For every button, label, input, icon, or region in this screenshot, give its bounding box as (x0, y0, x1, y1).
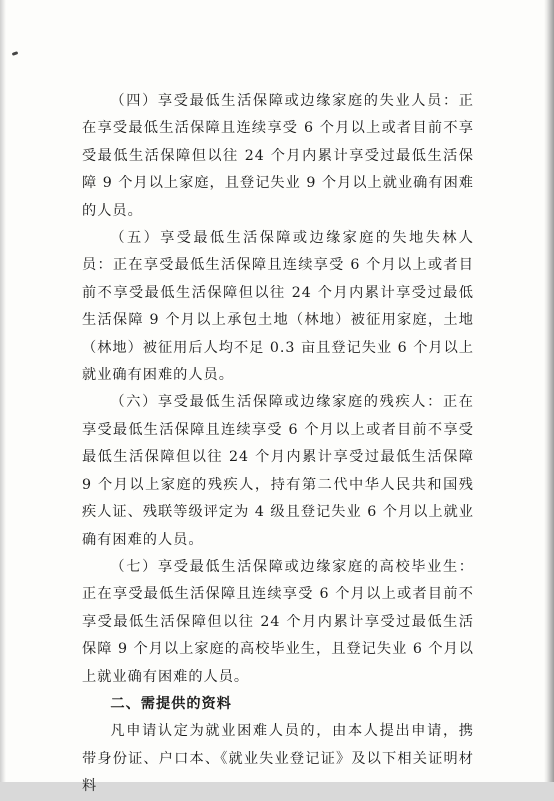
scan-edge-right (544, 0, 554, 782)
scan-speck (12, 51, 19, 56)
document-body (82, 88, 474, 801)
paragraph-requirements: 凡申请认定为就业困难人员的，由本人提出申请，携带身份证、户口本、《就业失业登记证》及以下相关证明材料 (82, 723, 474, 795)
paragraph-item-6: （六）享受最低生活保障或边缘家庭的残疾人：正在享受最低生活保障且连续享受 6 个月以上或者目前不享受最低生活保障但以往 24 个月内累计享受过最低生活保障 9 个月以上家庭的残疾人，持有第二代中华人民共和国残疾人证、残联等级评定为 4 级且登记失业 6 个月以上就业确有困难的人员。 (82, 394, 474, 548)
paragraph-item-5: （五）享受最低生活保障或边缘家庭的失地失林人员：正在享受最低生活保障且连续享受 6 个月以上或者目前不享受最低生活保障但以往 24 个月内累计享受过最低生活保障 9 个月以上承包土地（林地）被征用家庭，土地（林地）被征用后人均不足 0.3 亩且登记失业 6 个月以上就业确有困难的人员。 (82, 230, 474, 384)
scan-edge-left (0, 0, 6, 782)
paragraph-item-7: （七）享受最低生活保障或边缘家庭的高校毕业生：正在享受最低生活保障且连续享受 6 个月以上或者目前不享受最低生活保障但以往 24 个月内累计享受过最低生活保障 9 个月以上家庭的高校毕业生，且登记失业 6 个月以上就业确有困难的人员。 (82, 558, 474, 685)
paragraph-item-4: （四）享受最低生活保障或边缘家庭的失业人员：正在享受最低生活保障且连续享受 6 个月以上或者目前不享受最低生活保障但以往 24 个月内累计享受过最低生活保障 9 个月以上家庭，且登记失业 9 个月以上就业确有困难的人员。 (82, 93, 474, 219)
section-heading: 二、需提供的资料 (110, 695, 232, 712)
